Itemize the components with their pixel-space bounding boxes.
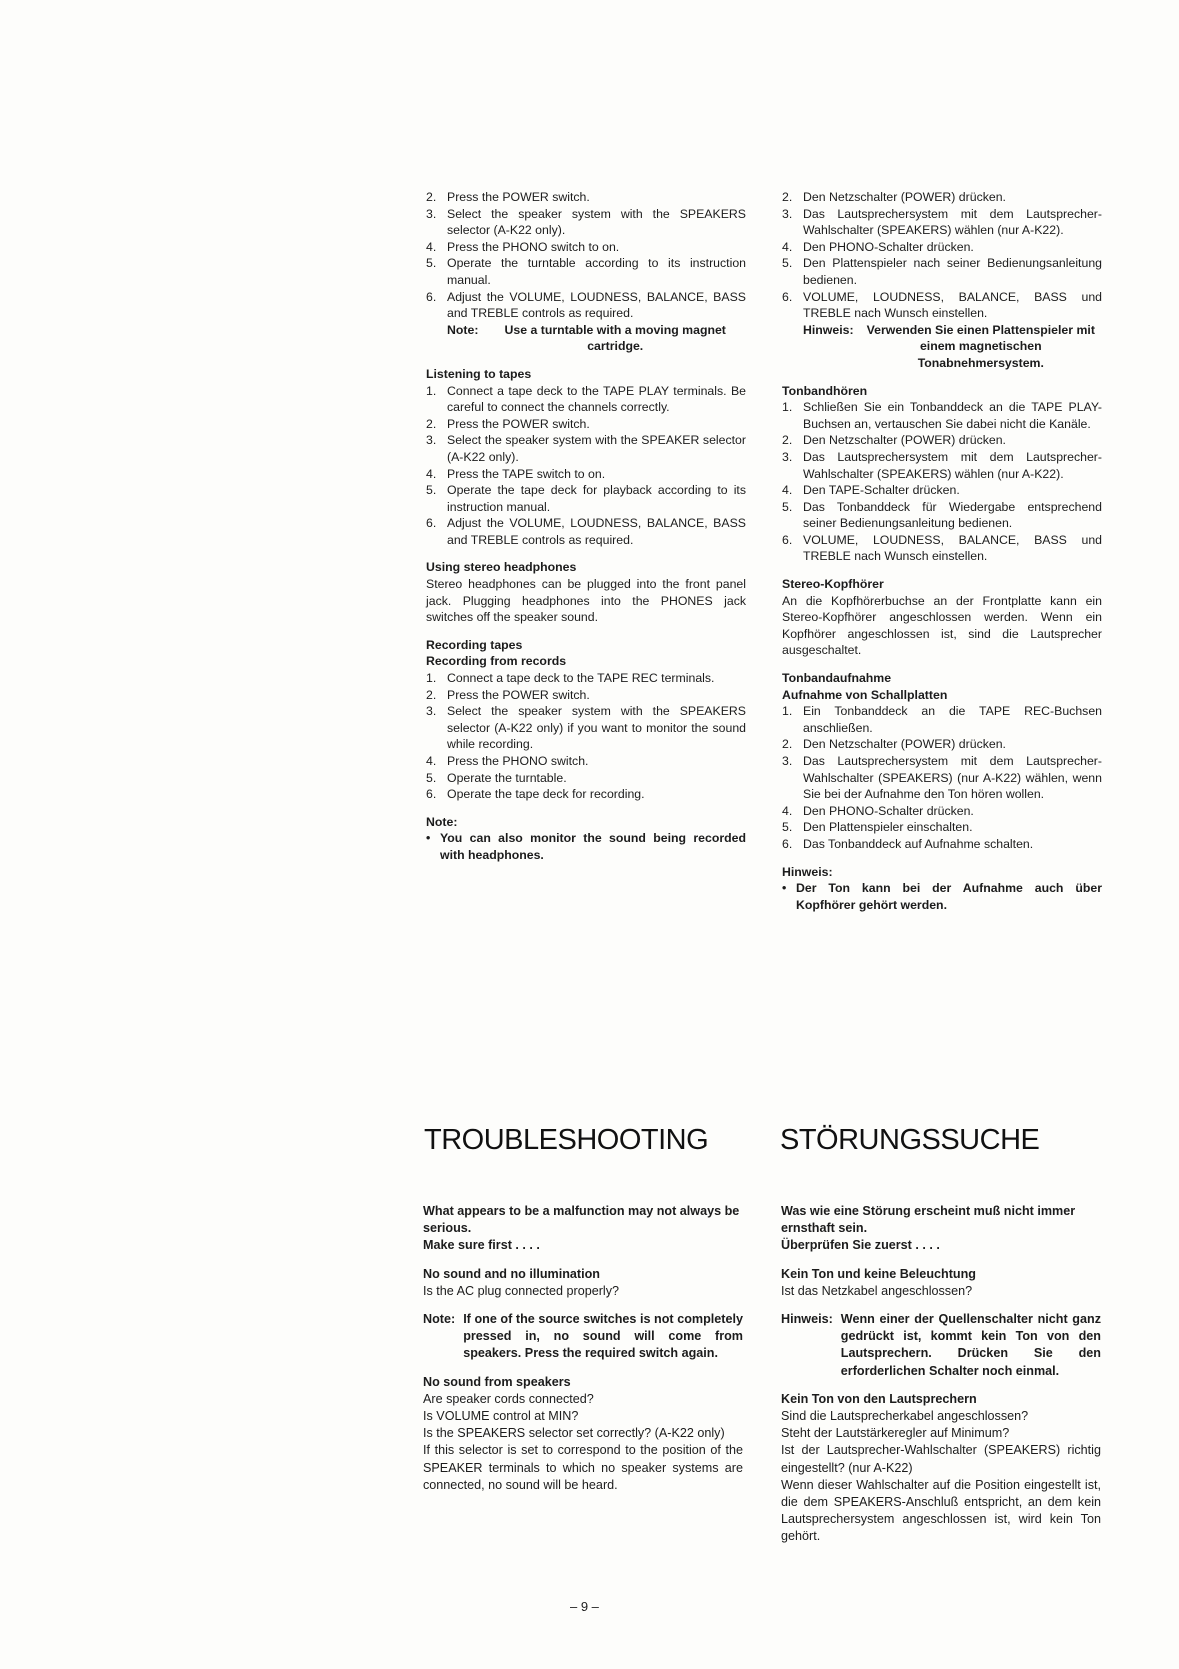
list-item (426, 466, 746, 483)
list-item (782, 189, 1102, 206)
step-text: Ein Tonbanddeck an die TAPE REC-Buchsen anschließen. (803, 704, 1102, 735)
step-text: Connect a tape deck to the TAPE REC terminals. (447, 671, 715, 686)
headphones-text: Stereo headphones can be plugged into the front panel jack. Plugging headphones into the PHONES jack switches off the speaker sound. (426, 577, 746, 625)
step-number: 4. (782, 239, 793, 254)
step-text: Schließen Sie ein Tonbanddeck an die TAPE PLAY-Buchsen an, vertauschen Sie dabei nicht die Kanäle. (803, 400, 1102, 431)
step-number: 5. (426, 483, 437, 498)
list-item (426, 416, 746, 433)
step-text: Den Plattenspieler nach seiner Bedienungsanleitung bedienen. (803, 256, 1102, 287)
step-text: Den Plattenspieler einschalten. (803, 820, 973, 835)
step-number: 1. (426, 383, 437, 398)
step-number: 5. (426, 770, 437, 785)
stoerungssuche-note-label: Hinweis: (781, 1312, 833, 1327)
troubleshooting-intro: What appears to be a malfunction may not always be serious. (423, 1204, 740, 1236)
phono-steps-list-de (782, 189, 1102, 322)
step-number: 2. (782, 433, 793, 448)
troubleshooting-column (423, 1203, 743, 1494)
speaker-question-3-de: Ist der Lautsprecher-Wahlschalter (SPEAKERS) richtig eingestellt? (nur A-K22) (781, 1443, 1101, 1475)
list-item (426, 383, 746, 416)
list-item (426, 670, 746, 687)
list-item (426, 432, 746, 465)
recording-heading-de: Tonbandaufnahme (782, 671, 892, 686)
step-number: 6. (782, 836, 793, 851)
note-text: Use a turntable with a moving magnet cartridge. (504, 322, 726, 354)
recording-subheading-de: Aufnahme von Schallplatten (782, 687, 948, 702)
recording-steps-list (426, 670, 746, 803)
list-item (426, 289, 746, 322)
step-number: 5. (782, 499, 793, 514)
page-number: – 9 – (570, 1599, 599, 1614)
recording-subheading: Recording from records (426, 654, 567, 669)
no-speaker-sound-heading-de: Kein Ton von den Lautsprechern (781, 1391, 977, 1406)
step-number: 3. (426, 704, 437, 719)
step-number: 1. (426, 671, 437, 686)
step-text: Den PHONO-Schalter drücken. (803, 239, 974, 254)
step-text: Adjust the VOLUME, LOUDNESS, BALANCE, BASS and TREBLE controls as required. (447, 516, 746, 547)
step-number: 4. (426, 466, 437, 481)
step-number: 2. (782, 190, 793, 204)
list-item (426, 786, 746, 803)
step-text: Select the speaker system with the SPEAKERS selector (A-K22 only). (447, 206, 746, 238)
step-number: 6. (426, 289, 437, 304)
list-item (426, 770, 746, 787)
list-item (782, 482, 1102, 499)
list-item (782, 289, 1102, 322)
list-item (426, 687, 746, 704)
list-item (426, 482, 746, 515)
list-item (782, 449, 1102, 482)
troubleshooting-note (423, 1311, 743, 1363)
no-sound-heading-de: Kein Ton und keine Beleuchtung (781, 1266, 976, 1281)
step-number: 3. (782, 449, 793, 464)
headphones-text-de: An die Kopfhörerbuchse an der Frontplatte kann ein Stereo-Kopfhörer angeschlossen werden. Wenn ein Kopfhörer angeschlossen ist, sind die Lautsprecher ausgeschaltet. (782, 593, 1102, 658)
step-text: Select the speaker system with the SPEAKERS selector (A-K22 only) if you want to monitor the sound while recording. (447, 704, 746, 752)
speaker-question-4-de: Wenn dieser Wahlschalter auf die Position eingestellt ist, die dem SPEAKERS-Anschluß entspricht, an dem kein Lautsprechersystem angeschlossen ist, wird kein Ton gehört. (781, 1477, 1101, 1544)
recording-note-label: Note: (426, 814, 458, 829)
step-text: Operate the tape deck for recording. (447, 787, 645, 802)
stoerungssuche-note (781, 1311, 1101, 1380)
step-text: Das Lautsprechersystem mit dem Lautsprecher-Wahlschalter (SPEAKERS) wählen (nur A-K22). (803, 449, 1102, 481)
list-item (782, 499, 1102, 532)
no-sound-text: Is the AC plug connected properly? (423, 1283, 620, 1298)
step-number: 4. (426, 754, 437, 768)
list-item (782, 819, 1102, 836)
note-text-de: Verwenden Sie einen Plattenspieler mit einem magnetischen Tonabnehmersystem. (866, 322, 1095, 370)
step-number: 3. (426, 206, 437, 221)
no-sound-text-de: Ist das Netzkabel angeschlossen? (781, 1283, 973, 1298)
list-item (426, 189, 746, 206)
step-text: Press the POWER switch. (447, 416, 590, 431)
phono-steps-list (426, 189, 746, 322)
list-item (426, 255, 746, 288)
step-number: 5. (426, 256, 437, 271)
recording-note-label-de: Hinweis: (782, 864, 833, 879)
list-item (782, 753, 1102, 803)
list-item (426, 703, 746, 753)
list-item (426, 515, 746, 548)
speaker-question-1: Are speaker cords connected? (423, 1391, 594, 1406)
recording-heading: Recording tapes (426, 637, 523, 652)
headphones-heading-de: Stereo-Kopfhörer (782, 577, 884, 592)
troubleshooting-check: Make sure first . . . . (423, 1238, 540, 1253)
step-number: 4. (782, 483, 793, 498)
step-text: Den TAPE-Schalter drücken. (803, 483, 960, 498)
english-instructions-column (426, 189, 746, 864)
list-item (426, 239, 746, 256)
recording-note-text-de: • Der Ton kann bei der Aufnahme auch über Kopfhörer gehört werden. (782, 880, 1102, 913)
step-text: Select the speaker system with the SPEAKER selector (A-K22 only). (447, 433, 746, 464)
step-number: 2. (426, 190, 437, 204)
troubleshooting-note-text: If one of the source switches is not completely pressed in, no sound will come from speakers. Press the required switch again. (463, 1312, 743, 1361)
list-item (782, 836, 1102, 853)
list-item (782, 206, 1102, 239)
list-item (782, 736, 1102, 753)
troubleshooting-note-label: Note: (423, 1312, 456, 1327)
step-text: Das Tonbanddeck für Wiedergabe entsprechend seiner Bedienungsanleitung bedienen. (803, 499, 1102, 531)
phono-note-de (782, 322, 1102, 372)
step-text: Press the PHONO switch. (447, 754, 589, 768)
list-item (782, 399, 1102, 432)
tapes-steps-list-de (782, 399, 1102, 565)
step-text: Press the TAPE switch to on. (447, 466, 606, 481)
german-instructions-column (782, 189, 1102, 913)
list-item (782, 432, 1102, 449)
list-item (782, 239, 1102, 256)
step-text: Den PHONO-Schalter drücken. (803, 803, 974, 818)
stoerungssuche-note-text: Wenn einer der Quellenschalter nicht ganz gedrückt ist, kommt kein Ton von den Lautsprechern. Drücken Sie den erforderlichen Schalter noch einmal. (840, 1312, 1101, 1378)
step-number: 6. (426, 516, 437, 531)
list-item (782, 255, 1102, 288)
speaker-question-1-de: Sind die Lautsprecherkabel angeschlossen? (781, 1409, 1029, 1424)
step-text: Press the POWER switch. (447, 687, 590, 702)
speaker-question-2: Is VOLUME control at MIN? (423, 1409, 579, 1424)
note-label: Note: (447, 322, 479, 337)
step-text: VOLUME, LOUDNESS, BALANCE, BASS und TREBLE nach Wunsch einstellen. (803, 532, 1102, 564)
step-number: 6. (426, 787, 437, 802)
step-text: Operate the turntable according to its instruction manual. (447, 256, 746, 287)
step-number: 2. (782, 737, 793, 752)
step-text: Operate the tape deck for playback according to its instruction manual. (447, 483, 746, 514)
step-number: 6. (782, 532, 793, 547)
step-number: 3. (782, 206, 793, 221)
headphones-heading: Using stereo headphones (426, 560, 577, 575)
step-number: 3. (426, 433, 437, 448)
step-text: Den Netzschalter (POWER) drücken. (803, 737, 1006, 752)
stoerungssuche-title: STÖRUNGSSUCHE (780, 1124, 1040, 1156)
no-sound-heading: No sound and no illumination (423, 1266, 600, 1281)
note-label-de: Hinweis: (803, 322, 854, 337)
step-text: VOLUME, LOUDNESS, BALANCE, BASS und TREBLE nach Wunsch einstellen. (803, 289, 1102, 321)
step-number: 3. (782, 754, 793, 768)
step-number: 4. (782, 803, 793, 818)
stoerungssuche-intro: Was wie eine Störung erscheint muß nicht immer ernsthaft sein. (781, 1204, 1076, 1236)
tapes-steps-list (426, 383, 746, 549)
list-item (782, 803, 1102, 820)
list-item (426, 206, 746, 239)
speaker-question-4: If this selector is set to correspond to the position of the SPEAKER terminals to which no speaker systems are connected, no sound will be heard. (423, 1443, 743, 1492)
step-number: 2. (426, 687, 437, 702)
speaker-question-3: Is the SPEAKERS selector set correctly? (A-K22 only) (423, 1426, 725, 1441)
stoerungssuche-column (781, 1203, 1101, 1546)
step-text: Das Lautsprechersystem mit dem Lautsprecher-Wahlschalter (SPEAKERS) (nur A-K22) wählen, wenn Sie bei der Aufnahme den Ton hören wollen. (803, 754, 1102, 802)
step-number: 4. (426, 239, 437, 254)
list-item (426, 753, 746, 770)
speaker-question-2-de: Steht der Lautstärkeregler auf Minimum? (781, 1426, 1010, 1441)
step-text: Operate the turntable. (447, 770, 567, 785)
step-number: 1. (782, 400, 793, 415)
step-text: Adjust the VOLUME, LOUDNESS, BALANCE, BASS and TREBLE controls as required. (447, 289, 746, 321)
list-item (782, 703, 1102, 736)
tapes-heading: Listening to tapes (426, 366, 532, 381)
step-text: Press the POWER switch. (447, 190, 590, 204)
stoerungssuche-check: Überprüfen Sie zuerst . . . . (781, 1238, 940, 1253)
list-item (782, 532, 1102, 565)
troubleshooting-title: TROUBLESHOOTING (424, 1124, 709, 1156)
step-text: Das Lautsprechersystem mit dem Lautsprecher-Wahlschalter (SPEAKERS) wählen (nur A-K22). (803, 206, 1102, 238)
tapes-heading-de: Tonbandhören (782, 383, 868, 398)
step-text: Das Tonbanddeck auf Aufnahme schalten. (803, 836, 1034, 851)
step-number: 6. (782, 289, 793, 304)
step-number: 5. (782, 820, 793, 835)
step-number: 1. (782, 704, 793, 719)
step-text: Den Netzschalter (POWER) drücken. (803, 190, 1006, 204)
step-text: Press the PHONO switch to on. (447, 239, 620, 254)
step-number: 2. (426, 416, 437, 431)
recording-steps-list-de (782, 703, 1102, 852)
phono-note (426, 322, 746, 355)
step-text: Connect a tape deck to the TAPE PLAY terminals. Be careful to connect the channels correctly. (447, 383, 746, 415)
no-speaker-sound-heading: No sound from speakers (423, 1374, 571, 1389)
step-text: Den Netzschalter (POWER) drücken. (803, 433, 1006, 448)
step-number: 5. (782, 256, 793, 271)
recording-note-text: • You can also monitor the sound being recorded with headphones. (426, 830, 746, 863)
